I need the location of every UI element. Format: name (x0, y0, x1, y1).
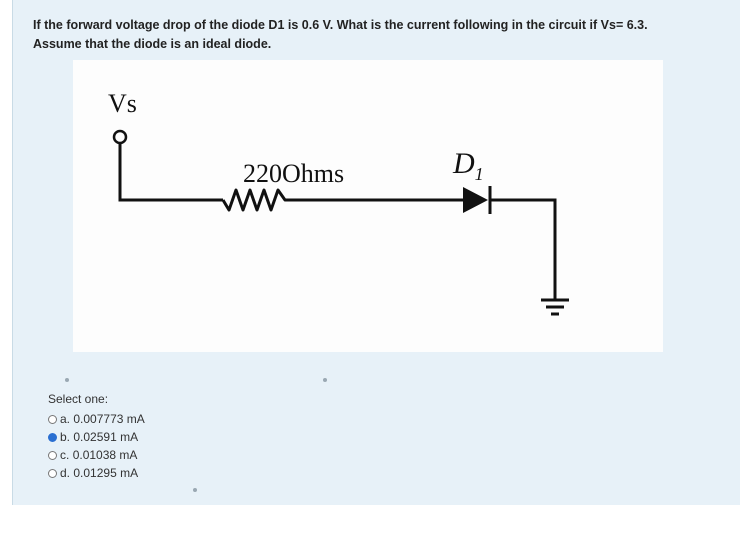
circuit-diagram (73, 60, 663, 352)
diode-symbol (463, 187, 488, 213)
source-terminal (114, 131, 126, 143)
screen-area (12, 0, 740, 505)
radio-d[interactable] (48, 469, 57, 478)
option-c[interactable] (48, 446, 145, 464)
wire-left (120, 143, 223, 200)
radio-b[interactable] (48, 433, 57, 442)
option-b[interactable] (48, 428, 145, 446)
option-a-prefix: a. (60, 412, 71, 426)
resistor-label: 220Ohms (243, 159, 345, 188)
diode-label: $D_1$ (453, 147, 484, 184)
option-d[interactable] (48, 464, 145, 482)
question-line-1: If the forward voltage drop of the diode D1 is 0.6 V. What is the current following in the circuit if Vs= 6.3. (33, 18, 648, 32)
screen-speck (193, 488, 197, 492)
screen-speck (65, 378, 69, 382)
resistor-symbol (223, 190, 463, 210)
option-a-value: 0.007773 mA (73, 412, 145, 426)
option-d-value: 0.01295 mA (73, 466, 139, 480)
option-d-prefix: d. (60, 466, 71, 480)
option-a[interactable] (48, 410, 145, 428)
option-b-value: 0.02591 mA (73, 430, 139, 444)
screen-speck (323, 378, 327, 382)
option-b-prefix: b. (60, 430, 71, 444)
source-label: Vs (108, 89, 137, 118)
question-text (33, 16, 713, 54)
wire-right (490, 200, 555, 300)
question-line-2: Assume that the diode is an ideal diode. (33, 37, 272, 51)
circuit-svg (73, 60, 663, 352)
option-c-prefix: c. (60, 448, 70, 462)
select-one-label: Select one: (48, 392, 109, 406)
radio-a[interactable] (48, 415, 57, 424)
option-c-value: 0.01038 mA (72, 448, 138, 462)
answer-area (48, 392, 145, 482)
radio-c[interactable] (48, 451, 57, 460)
